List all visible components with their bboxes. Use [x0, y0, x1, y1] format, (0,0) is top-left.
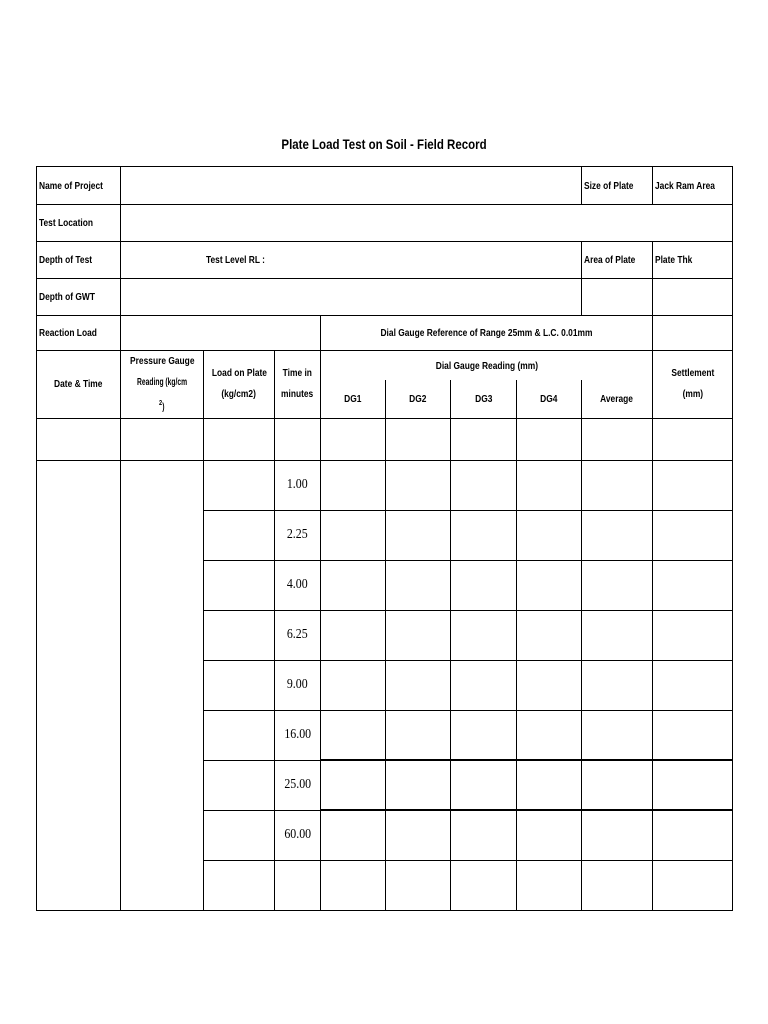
- table-row: [37, 418, 733, 460]
- load-cell[interactable]: [204, 860, 275, 910]
- time-header: Time in minutes: [275, 351, 321, 419]
- average-cell[interactable]: [582, 418, 653, 460]
- dg1-cell[interactable]: [321, 418, 386, 460]
- load-cell[interactable]: [204, 560, 275, 610]
- date-cell[interactable]: [37, 460, 121, 910]
- depth-of-gwt-label: Depth of GWT: [37, 279, 121, 316]
- page-title: Plate Load Test on Soil - Field Record: [281, 136, 487, 152]
- plate-thk-label: Plate Thk: [653, 242, 733, 279]
- table-row: [37, 460, 733, 510]
- load-on-plate-header: Load on Plate (kg/cm2): [204, 351, 275, 419]
- test-location-label: Test Location: [37, 205, 121, 242]
- time-value: 9.00: [275, 660, 321, 710]
- dg2-header: DG2: [386, 380, 451, 418]
- load-cell[interactable]: [204, 810, 275, 860]
- test-level-rl-label[interactable]: Test Level RL :: [121, 242, 582, 279]
- reaction-load-field[interactable]: [121, 316, 321, 351]
- time-value: 25.00: [275, 760, 321, 810]
- load-cell[interactable]: [204, 660, 275, 710]
- time-value: 60.00: [275, 810, 321, 860]
- settlement-header: Settlement (mm): [653, 351, 733, 419]
- area-of-plate-label: Area of Plate: [582, 242, 653, 279]
- dial-gauge-reference: Dial Gauge Reference of Range 25mm & L.C. 0.01mm: [321, 316, 653, 351]
- depth-of-gwt-field[interactable]: [121, 279, 582, 316]
- dg3-header: DG3: [451, 380, 517, 418]
- load-cell[interactable]: [204, 418, 275, 460]
- load-cell[interactable]: [204, 760, 275, 810]
- reaction-load-label: Reaction Load: [37, 316, 121, 351]
- name-of-project-field[interactable]: [121, 167, 582, 205]
- time-value: 16.00: [275, 710, 321, 760]
- name-of-project-label: Name of Project: [37, 167, 121, 205]
- pressure-cell[interactable]: [121, 460, 204, 910]
- test-location-field[interactable]: [121, 205, 733, 242]
- plate-thk-field[interactable]: [653, 279, 733, 316]
- dg1-header: DG1: [321, 380, 386, 418]
- date-cell[interactable]: [37, 418, 121, 460]
- dg2-cell[interactable]: [386, 418, 451, 460]
- load-cell[interactable]: [204, 710, 275, 760]
- pressure-cell[interactable]: [121, 418, 204, 460]
- date-time-header: Date & Time: [37, 351, 121, 419]
- pressure-gauge-header: Pressure Gauge Reading $(kg/cm^2)$: [121, 351, 204, 419]
- reaction-extra-field[interactable]: [653, 316, 733, 351]
- jack-ram-area-label: Jack Ram Area: [653, 167, 733, 205]
- time-value: [275, 860, 321, 910]
- time-value: 4.00: [275, 560, 321, 610]
- time-value: 2.25: [275, 510, 321, 560]
- dg3-cell[interactable]: [451, 418, 517, 460]
- depth-of-test-label: Depth of Test: [37, 242, 121, 279]
- time-cell[interactable]: [275, 418, 321, 460]
- dg4-cell[interactable]: [517, 418, 582, 460]
- dial-gauge-reading-header: Dial Gauge Reading (mm): [321, 351, 653, 381]
- load-cell[interactable]: [204, 510, 275, 560]
- load-cell[interactable]: [204, 610, 275, 660]
- average-header: Average: [582, 380, 653, 418]
- area-of-plate-field[interactable]: [582, 279, 653, 316]
- settlement-cell[interactable]: [653, 418, 733, 460]
- field-record-table: [36, 166, 733, 911]
- time-value: 6.25: [275, 610, 321, 660]
- time-value: 1.00: [275, 460, 321, 510]
- size-of-plate-label: Size of Plate: [582, 167, 653, 205]
- load-cell[interactable]: [204, 460, 275, 510]
- dg4-header: DG4: [517, 380, 582, 418]
